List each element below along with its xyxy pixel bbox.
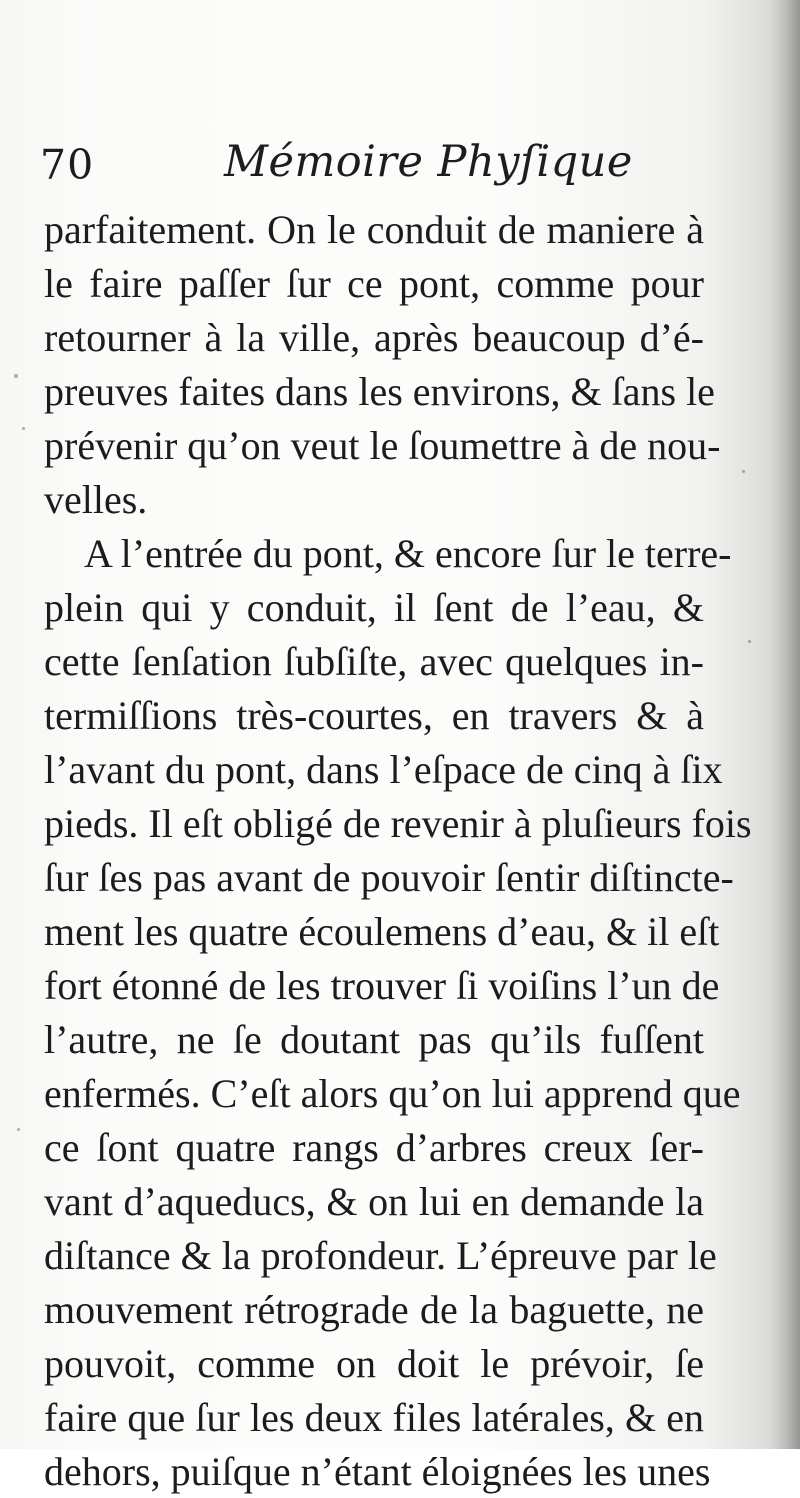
text-line: le faire paſſer ſur ce pont, comme pour xyxy=(44,261,704,306)
text-line: cette ſenſation ſubſiſte, avec quelques in- xyxy=(44,639,704,684)
text-line: preuves faites dans les environs, & ſans le xyxy=(44,369,715,414)
text-line: parfaitement. On le conduit de maniere à xyxy=(44,207,704,252)
page-number: 70 xyxy=(40,141,95,189)
text-line: fort étonné de les trouver ſi voiſins l’un de xyxy=(44,963,720,1008)
text-line: l’avant du pont, dans l’eſpace de cinq à ſix xyxy=(44,747,723,792)
text-line: plein qui y conduit, il ſent de l’eau, & xyxy=(44,585,704,630)
text-line: diſtance & la profondeur. L’épreuve par le xyxy=(44,1233,717,1278)
running-title: Mémoire Phyſique xyxy=(224,137,633,187)
print-speck xyxy=(14,374,18,378)
print-speck xyxy=(742,470,745,473)
page-gutter-shadow xyxy=(770,0,800,1449)
text-line: retourner à la ville, après beaucoup d’é- xyxy=(44,315,704,360)
text-line: A l’entrée du pont, & encore ſur le terre- xyxy=(84,531,732,576)
text-line: mouvement rétrograde de la baguette, ne xyxy=(44,1287,704,1332)
text-line: pieds. Il eſt obligé de revenir à pluſieurs fois xyxy=(44,801,752,846)
print-speck xyxy=(22,427,25,430)
text-line: termiſſions très-courtes, en travers & à xyxy=(44,693,704,738)
text-line: vant d’aqueducs, & on lui en demande la xyxy=(44,1179,704,1224)
text-line: l’autre, ne ſe doutant pas qu’ils fuſſent xyxy=(44,1017,704,1062)
print-speck xyxy=(748,640,751,643)
text-line: faire que ſur les deux files latérales, & en xyxy=(44,1395,704,1440)
text-line: prévenir qu’on veut le ſoumettre à de nou- xyxy=(44,423,721,468)
text-line: ſur ſes pas avant de pouvoir ſentir diſtincte- xyxy=(44,855,734,900)
running-head xyxy=(40,128,720,198)
print-speck xyxy=(17,1128,20,1131)
text-line: ce ſont quatre rangs d’arbres creux ſer- xyxy=(44,1125,704,1170)
text-line: ment les quatre écoulemens d’eau, & il eſt xyxy=(44,909,720,954)
text-line: dehors, puiſque n’étant éloignées les unes xyxy=(44,1449,711,1494)
text-line: velles. xyxy=(44,477,148,522)
text-line: enfermés. C’eſt alors qu’on lui apprend que xyxy=(44,1071,741,1116)
text-line: pouvoit, comme on doit le prévoir, ſe xyxy=(44,1341,704,1386)
